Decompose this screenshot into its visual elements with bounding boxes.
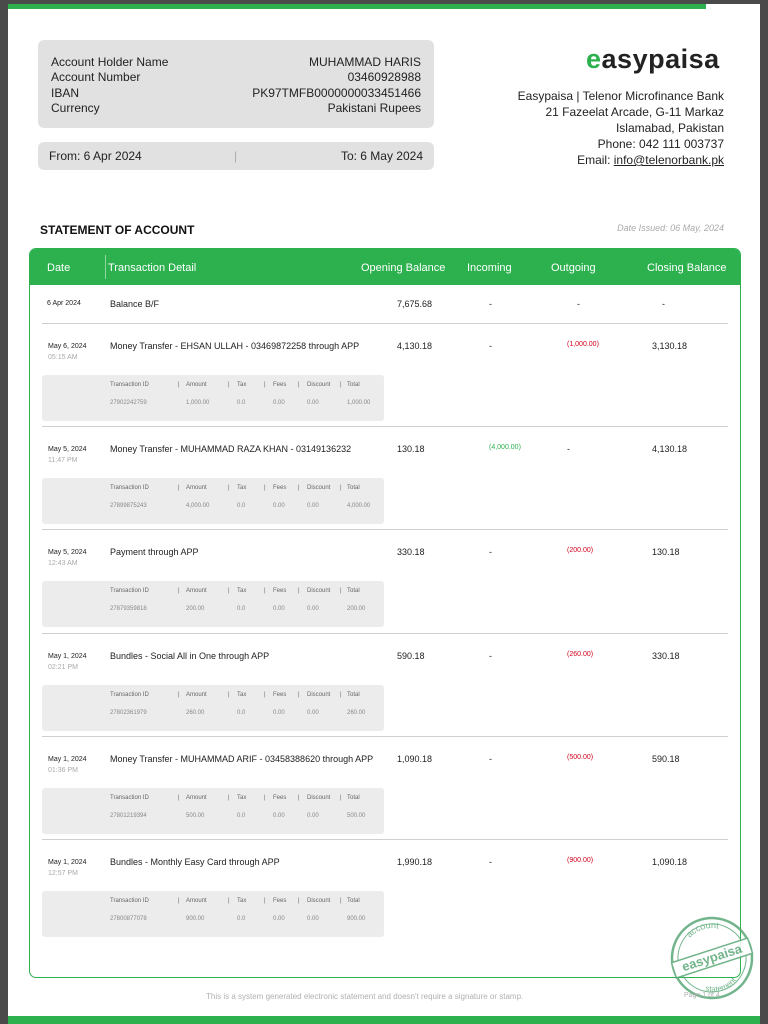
breakdown-total: 200.00 xyxy=(347,606,366,612)
breakdown-header: | xyxy=(298,898,300,904)
breakdown-header: Total xyxy=(347,898,360,904)
breakdown-total: 4,000.00 xyxy=(347,503,371,509)
breakdown-discount: 0.00 xyxy=(307,503,319,509)
row-time: 12:43 AM xyxy=(48,560,78,567)
breakdown-header: Transaction ID xyxy=(110,898,149,904)
breakdown-header: | xyxy=(178,382,180,388)
breakdown-header: Tax xyxy=(237,795,247,801)
header-transaction-detail: Transaction Detail xyxy=(108,262,197,274)
breakdown-header: Discount xyxy=(307,795,331,801)
transaction-breakdown xyxy=(42,685,384,731)
row-separator xyxy=(42,529,728,530)
breakdown-header: Fees xyxy=(273,898,287,904)
breakdown-header: Amount xyxy=(186,692,207,698)
row-date: May 1, 2024 xyxy=(48,859,87,866)
table-row xyxy=(42,426,728,526)
breakdown-header: Transaction ID xyxy=(110,588,149,594)
breakdown-header: | xyxy=(298,485,300,491)
breakdown-header: | xyxy=(228,382,230,388)
account-holder-row xyxy=(51,55,421,71)
breakdown-tax: 0.0 xyxy=(237,400,246,406)
date-issued: Date Issued: 06 May, 2024 xyxy=(617,223,724,233)
breakdown-header: Amount xyxy=(186,485,207,491)
header-closing-balance: Closing Balance xyxy=(647,262,727,274)
breakdown-header: | xyxy=(228,485,230,491)
row-closing: 4,130.18 xyxy=(652,444,688,454)
bank-email xyxy=(577,153,724,167)
breakdown-header: Discount xyxy=(307,485,331,491)
table-row xyxy=(42,633,728,733)
row-date: May 5, 2024 xyxy=(48,446,87,453)
breakdown-header: Total xyxy=(347,692,360,698)
row-outgoing: (200.00) xyxy=(567,547,594,554)
breakdown-header: | xyxy=(264,485,266,491)
stamp-center-text: easypaisa xyxy=(679,940,744,975)
breakdown-header: Discount xyxy=(307,588,331,594)
statement-period xyxy=(38,142,434,170)
breakdown-header: Total xyxy=(347,485,360,491)
row-incoming: - xyxy=(489,547,492,557)
breakdown-header: Discount xyxy=(307,692,331,698)
balance-bf-row xyxy=(42,286,728,322)
row-incoming: - xyxy=(489,857,492,867)
row-separator xyxy=(42,426,728,427)
breakdown-header: | xyxy=(298,588,300,594)
currency-label: Currency xyxy=(51,101,100,115)
breakdown-tax: 0.0 xyxy=(237,503,246,509)
breakdown-header: Amount xyxy=(186,382,207,388)
breakdown-header: Amount xyxy=(186,898,207,904)
breakdown-header: | xyxy=(178,898,180,904)
row-opening: 130.18 xyxy=(397,444,425,454)
breakdown-header: Total xyxy=(347,588,360,594)
page-number: Page 1 of 4 xyxy=(684,992,720,999)
table-row xyxy=(42,323,728,423)
table-row xyxy=(42,736,728,836)
bottom-accent-bar xyxy=(8,1016,760,1024)
table-row xyxy=(42,839,728,939)
breakdown-header: Fees xyxy=(273,382,287,388)
breakdown-header: Discount xyxy=(307,382,331,388)
header-incoming: Incoming xyxy=(467,262,512,274)
breakdown-header: Amount xyxy=(186,795,207,801)
account-holder-label: Account Holder Name xyxy=(51,55,169,69)
header-date: Date xyxy=(47,262,71,274)
breakdown-txn_id: 27879359818 xyxy=(110,606,147,612)
breakdown-fees: 0.00 xyxy=(273,916,285,922)
row-incoming: - xyxy=(489,754,492,764)
transaction-breakdown xyxy=(42,478,384,524)
breakdown-header: | xyxy=(178,588,180,594)
row-separator xyxy=(42,323,728,324)
row-opening: 1,090.18 xyxy=(397,754,433,764)
breakdown-discount: 0.00 xyxy=(307,400,319,406)
bank-email-link[interactable]: info@telenorbank.pk xyxy=(613,153,724,167)
breakdown-header: | xyxy=(178,692,180,698)
bank-address-line1: 21 Fazeelat Arcade, G-11 Markaz xyxy=(545,105,724,119)
row-detail: Money Transfer - MUHAMMAD ARIF - 03458388620 through APP xyxy=(110,754,374,764)
row-time: 05:15 AM xyxy=(48,354,78,361)
row-date: May 1, 2024 xyxy=(48,756,87,763)
breakdown-header: | xyxy=(264,382,266,388)
breakdown-discount: 0.00 xyxy=(307,606,319,612)
bank-email-label: Email: xyxy=(577,153,614,167)
breakdown-header: | xyxy=(178,795,180,801)
row-detail: Bundles - Monthly Easy Card through APP xyxy=(110,857,280,867)
bf-outgoing: - xyxy=(577,299,580,309)
breakdown-discount: 0.00 xyxy=(307,710,319,716)
row-time: 01:36 PM xyxy=(48,767,78,774)
row-closing: 590.18 xyxy=(652,754,680,764)
breakdown-header: | xyxy=(340,898,342,904)
breakdown-header: | xyxy=(228,795,230,801)
breakdown-header: | xyxy=(298,795,300,801)
stamp-bottom-text: statement xyxy=(704,975,739,994)
row-detail: Payment through APP xyxy=(110,547,199,557)
breakdown-header: Transaction ID xyxy=(110,485,149,491)
row-separator xyxy=(42,736,728,737)
account-info-panel xyxy=(38,40,434,128)
header-divider xyxy=(105,255,106,279)
breakdown-header: | xyxy=(228,588,230,594)
breakdown-amount: 4,000.00 xyxy=(186,503,210,509)
breakdown-header: Tax xyxy=(237,588,247,594)
breakdown-amount: 1,000.00 xyxy=(186,400,210,406)
top-accent-bar xyxy=(8,4,706,9)
header-opening-balance: Opening Balance xyxy=(361,262,446,274)
row-opening: 4,130.18 xyxy=(397,341,433,351)
row-detail: Money Transfer - EHSAN ULLAH - 03469872258 through APP xyxy=(110,341,360,351)
period-separator: | xyxy=(234,149,238,163)
breakdown-header: | xyxy=(264,692,266,698)
breakdown-txn_id: 27800877078 xyxy=(110,916,147,922)
transaction-breakdown xyxy=(42,891,384,937)
breakdown-amount: 200.00 xyxy=(186,606,205,612)
row-incoming: - xyxy=(489,341,492,351)
statement-page xyxy=(8,4,760,1024)
row-outgoing: (1,000.00) xyxy=(567,341,599,348)
row-closing: 3,130.18 xyxy=(652,341,688,351)
period-to: To: 6 May 2024 xyxy=(340,149,423,163)
breakdown-amount: 900.00 xyxy=(186,916,205,922)
breakdown-header: Transaction ID xyxy=(110,795,149,801)
table-header xyxy=(30,249,740,285)
breakdown-header: Fees xyxy=(273,795,287,801)
breakdown-header: Tax xyxy=(237,692,247,698)
breakdown-fees: 0.00 xyxy=(273,710,285,716)
row-separator xyxy=(42,633,728,634)
breakdown-header: | xyxy=(228,898,230,904)
bank-name: Easypaisa | Telenor Microfinance Bank xyxy=(517,89,724,103)
row-outgoing: - xyxy=(567,444,570,454)
row-opening: 590.18 xyxy=(397,651,425,661)
breakdown-tax: 0.0 xyxy=(237,813,246,819)
breakdown-header: Transaction ID xyxy=(110,382,149,388)
bank-phone: Phone: 042 111 003737 xyxy=(597,137,724,151)
row-date: May 1, 2024 xyxy=(48,653,87,660)
header-outgoing: Outgoing xyxy=(551,262,596,274)
breakdown-fees: 0.00 xyxy=(273,503,285,509)
breakdown-txn_id: 27899875243 xyxy=(110,503,147,509)
bank-address-line2: Islamabad, Pakistan xyxy=(615,121,724,135)
breakdown-fees: 0.00 xyxy=(273,813,285,819)
breakdown-header: | xyxy=(340,588,342,594)
breakdown-header: Tax xyxy=(237,485,247,491)
breakdown-header: | xyxy=(228,692,230,698)
row-outgoing: (900.00) xyxy=(567,857,594,864)
footer-note: This is a system generated electronic statement and doesn't require a signature or stamp. xyxy=(206,992,524,1001)
row-separator xyxy=(42,839,728,840)
row-date: May 5, 2024 xyxy=(48,549,87,556)
bf-detail: Balance B/F xyxy=(110,299,160,309)
breakdown-header: Fees xyxy=(273,485,287,491)
row-incoming: - xyxy=(489,651,492,661)
breakdown-header: Total xyxy=(347,795,360,801)
stamp-top-text: account xyxy=(684,919,720,940)
bf-closing: - xyxy=(662,299,665,309)
breakdown-header: Total xyxy=(347,382,360,388)
breakdown-header: Fees xyxy=(273,692,287,698)
bf-incoming: - xyxy=(489,299,492,309)
account-holder-value: MUHAMMAD HARIS xyxy=(308,55,421,69)
iban-value: PK97TMFB0000000033451466 xyxy=(252,86,421,100)
breakdown-header: | xyxy=(264,795,266,801)
breakdown-header: Tax xyxy=(237,382,247,388)
breakdown-header: | xyxy=(298,382,300,388)
bf-opening: 7,675.68 xyxy=(397,299,433,309)
breakdown-fees: 0.00 xyxy=(273,400,285,406)
row-detail: Bundles - Social All in One through APP xyxy=(110,651,270,661)
breakdown-total: 900.00 xyxy=(347,916,366,922)
transaction-breakdown xyxy=(42,581,384,627)
breakdown-header: | xyxy=(298,692,300,698)
row-closing: 130.18 xyxy=(652,547,680,557)
breakdown-discount: 0.00 xyxy=(307,916,319,922)
breakdown-amount: 260.00 xyxy=(186,710,205,716)
row-opening: 1,990.18 xyxy=(397,857,433,867)
breakdown-txn_id: 27802361979 xyxy=(110,710,147,716)
row-closing: 1,090.18 xyxy=(652,857,688,867)
row-outgoing: (500.00) xyxy=(567,754,594,761)
transaction-breakdown xyxy=(42,788,384,834)
breakdown-total: 500.00 xyxy=(347,813,366,819)
table-row xyxy=(42,529,728,629)
breakdown-header: Transaction ID xyxy=(110,692,149,698)
breakdown-header: | xyxy=(340,795,342,801)
period-from: From: 6 Apr 2024 xyxy=(49,149,142,163)
breakdown-header: Discount xyxy=(307,898,331,904)
statement-title: STATEMENT OF ACCOUNT xyxy=(40,223,195,237)
row-date: May 6, 2024 xyxy=(48,343,87,350)
account-number-row xyxy=(51,70,421,86)
breakdown-header: | xyxy=(340,485,342,491)
currency-row xyxy=(51,101,421,117)
row-time: 11:47 PM xyxy=(48,457,78,464)
breakdown-total: 260.00 xyxy=(347,710,366,716)
breakdown-header: | xyxy=(264,588,266,594)
breakdown-header: | xyxy=(340,382,342,388)
row-outgoing: (260.00) xyxy=(567,651,594,658)
breakdown-tax: 0.0 xyxy=(237,916,246,922)
breakdown-header: Amount xyxy=(186,588,207,594)
account-statement-stamp xyxy=(668,914,756,1002)
row-detail: Money Transfer - MUHAMMAD RAZA KHAN - 03149136232 xyxy=(110,444,352,454)
breakdown-header: Fees xyxy=(273,588,287,594)
breakdown-tax: 0.0 xyxy=(237,606,246,612)
bf-date: 6 Apr 2024 xyxy=(47,300,81,307)
breakdown-tax: 0.0 xyxy=(237,710,246,716)
easypaisa-logo: easypaisa xyxy=(586,44,720,74)
breakdown-discount: 0.00 xyxy=(307,813,319,819)
account-number-value: 03460928988 xyxy=(347,70,421,84)
account-number-label: Account Number xyxy=(51,70,141,84)
breakdown-txn_id: 27902242759 xyxy=(110,400,147,406)
row-closing: 330.18 xyxy=(652,651,680,661)
breakdown-header: | xyxy=(178,485,180,491)
row-time: 02:21 PM xyxy=(48,664,78,671)
breakdown-total: 1,000.00 xyxy=(347,400,371,406)
iban-label: IBAN xyxy=(51,86,80,100)
breakdown-txn_id: 27801219394 xyxy=(110,813,147,819)
row-opening: 330.18 xyxy=(397,547,425,557)
row-incoming: (4,000.00) xyxy=(489,444,521,451)
row-time: 12:57 PM xyxy=(48,870,78,877)
breakdown-header: Tax xyxy=(237,898,247,904)
breakdown-amount: 500.00 xyxy=(186,813,205,819)
transaction-breakdown xyxy=(42,375,384,421)
breakdown-header: | xyxy=(340,692,342,698)
iban-row xyxy=(51,86,421,102)
currency-value: Pakistani Rupees xyxy=(327,101,421,115)
breakdown-fees: 0.00 xyxy=(273,606,285,612)
breakdown-header: | xyxy=(264,898,266,904)
